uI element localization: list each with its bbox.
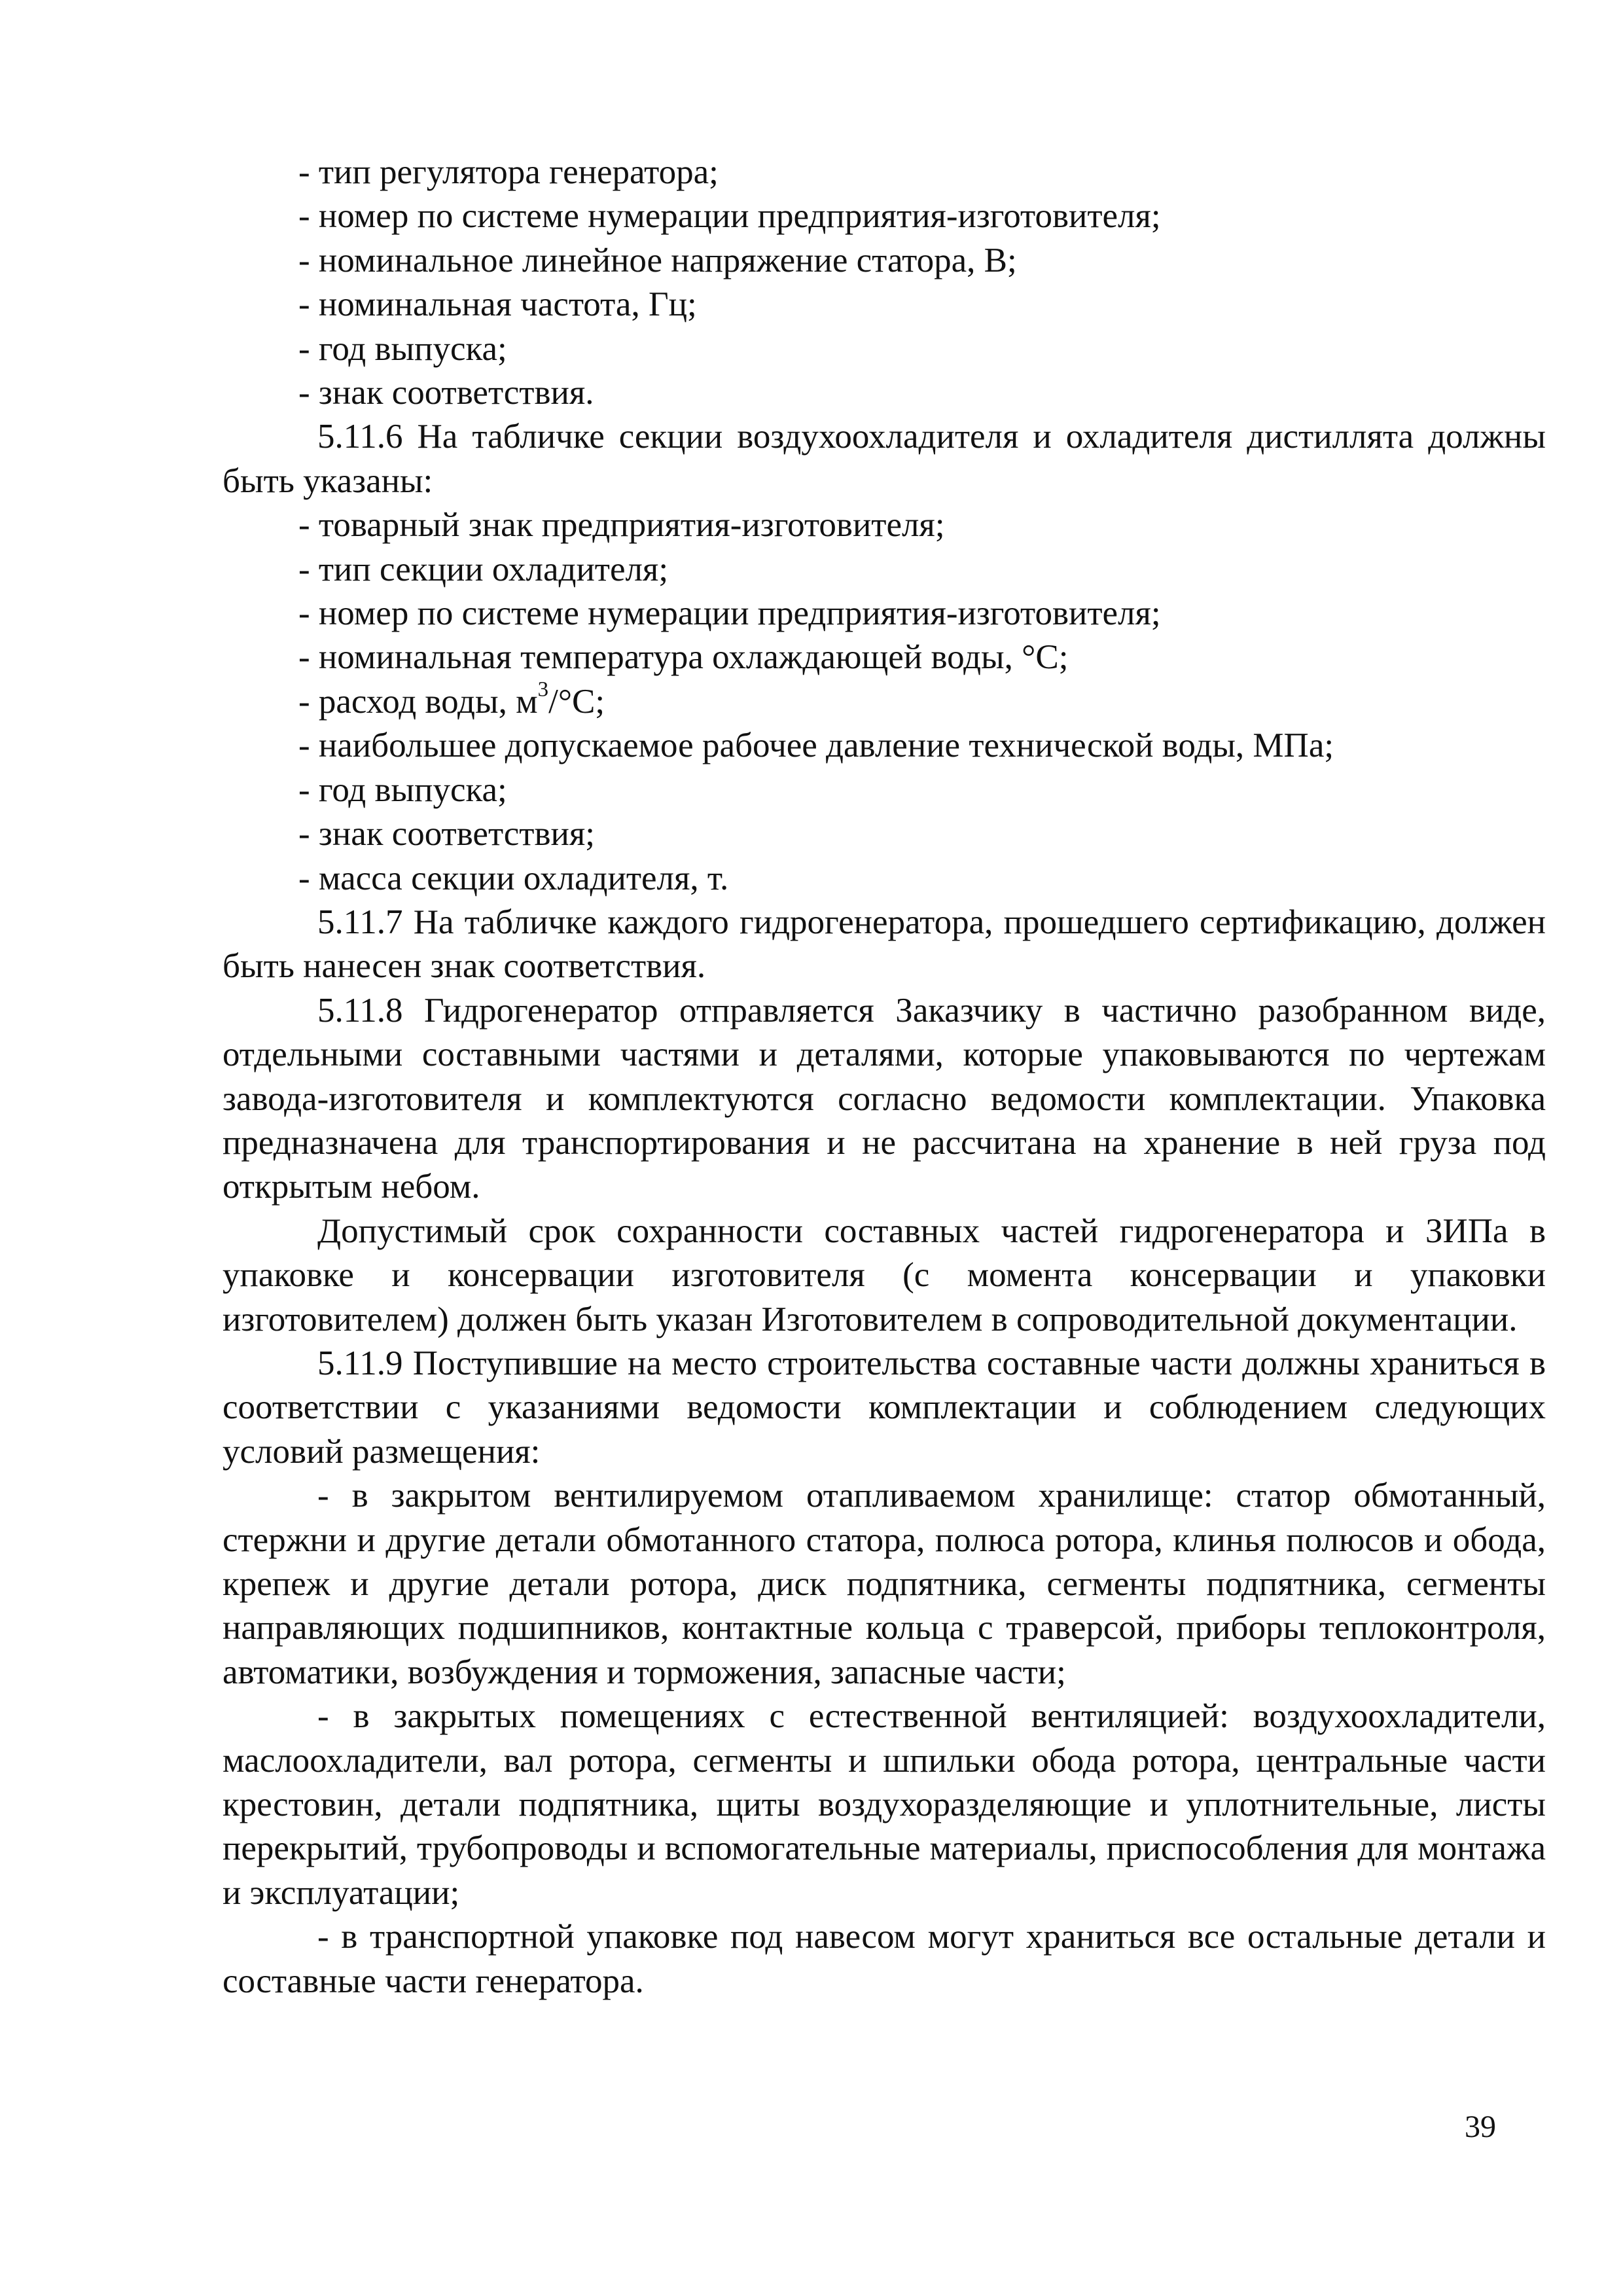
list-item-regulator-type: - тип регулятора генератора; <box>298 153 719 191</box>
page-number: 39 <box>1465 2109 1496 2144</box>
list-item-stator-voltage: - номинальное линейное напряжение статора, В; <box>298 241 1017 279</box>
list-item-serial-number: - номер по системе нумерации предприятия-изготовителя; <box>298 197 1161 236</box>
list-item-year: - год выпуска; <box>298 329 507 368</box>
list-item-trademark: - товарный знак предприятия-изготовителя; <box>298 506 945 545</box>
list-item-water-temperature: - номинальная температура охлаждающей воды, °С; <box>298 638 1069 677</box>
water-flow-unit: /°С; <box>548 682 605 721</box>
list-item-shed-storage: - в транспортной упаковке под навесом могут храниться все остальные детали и составные части генератора. <box>223 1918 1546 2000</box>
list-item-natural-ventilation-storage: - в закрытых помещениях с естественной вентиляцией: воздухоохладители, маслоохладители, вал ротора, сегменты и шпильки обода ротора, центральные части крестовин, детали подпятника, щиты воздухоразделяющие и уплотнительные, листы перекрытий, трубопроводы и вспомогательные материалы, приспособления для монтажа и эксплуатации; <box>223 1697 1546 1912</box>
paragraph-5-11-7: 5.11.7 На табличке каждого гидрогенератора, прошедшего сертификацию, должен быть нанесен знак соответствия. <box>223 903 1546 986</box>
list-item-heated-storage: - в закрытом вентилируемом отапливаемом хранилище: статор обмотанный, стержни и другие детали обмотанного статора, полюса ротора, клинья полюсов и обода, крепеж и другие детали ротора, диск подпятника, сегменты подпятника, сегменты направляющих подшипников, контактные кольца с траверсой, приборы теплоконтроля, автоматики, возбуждения и торможения, запасные части; <box>223 1477 1546 1691</box>
cubic-superscript: 3 <box>537 677 549 702</box>
list-item-year: - год выпуска; <box>298 770 507 809</box>
document-body <box>223 151 1546 2003</box>
list-item-conformity-mark: - знак соответствия; <box>298 815 595 853</box>
list-item-water-flow <box>223 677 1546 724</box>
paragraph-storage-term: Допустимый срок сохранности составных частей гидрогенератора и ЗИПа в упаковке и консервации изготовителя (с момента консервации и упаковки изготовителем) должен быть указан Изготовителем в сопроводительной документации. <box>223 1211 1546 1338</box>
paragraph-5-11-6: 5.11.6 На табличке секции воздухоохладителя и охладителя дистиллята должны быть указаны: <box>223 418 1546 500</box>
list-item-cooler-mass: - масса секции охладителя, т. <box>298 859 729 897</box>
water-flow-text: - расход воды, м <box>298 682 538 721</box>
list-item-conformity-mark: - знак соответствия. <box>298 374 594 412</box>
list-item-rated-frequency: - номинальная частота, Гц; <box>298 285 697 324</box>
list-item-serial-number: - номер по системе нумерации предприятия-изготовителя; <box>298 594 1161 633</box>
list-item-cooler-section-type: - тип секции охладителя; <box>298 550 669 588</box>
list-item-max-pressure: - наибольшее допускаемое рабочее давление технической воды, МПа; <box>298 726 1334 765</box>
paragraph-5-11-8: 5.11.8 Гидрогенератор отправляется Заказчику в частично разобранном виде, отдельными составными частями и деталями, которые упаковываются по чертежам завода-изготовителя и комплектуются согласно ведомости комплектации. Упаковка предназначена для транспортирования и не рассчитана на хранение в ней груза под открытым небом. <box>223 991 1546 1206</box>
paragraph-5-11-9: 5.11.9 Поступившие на место строительства составные части должны храниться в соответствии с указаниями ведомости комплектации и соблюдением следующих условий размещения: <box>223 1344 1546 1471</box>
